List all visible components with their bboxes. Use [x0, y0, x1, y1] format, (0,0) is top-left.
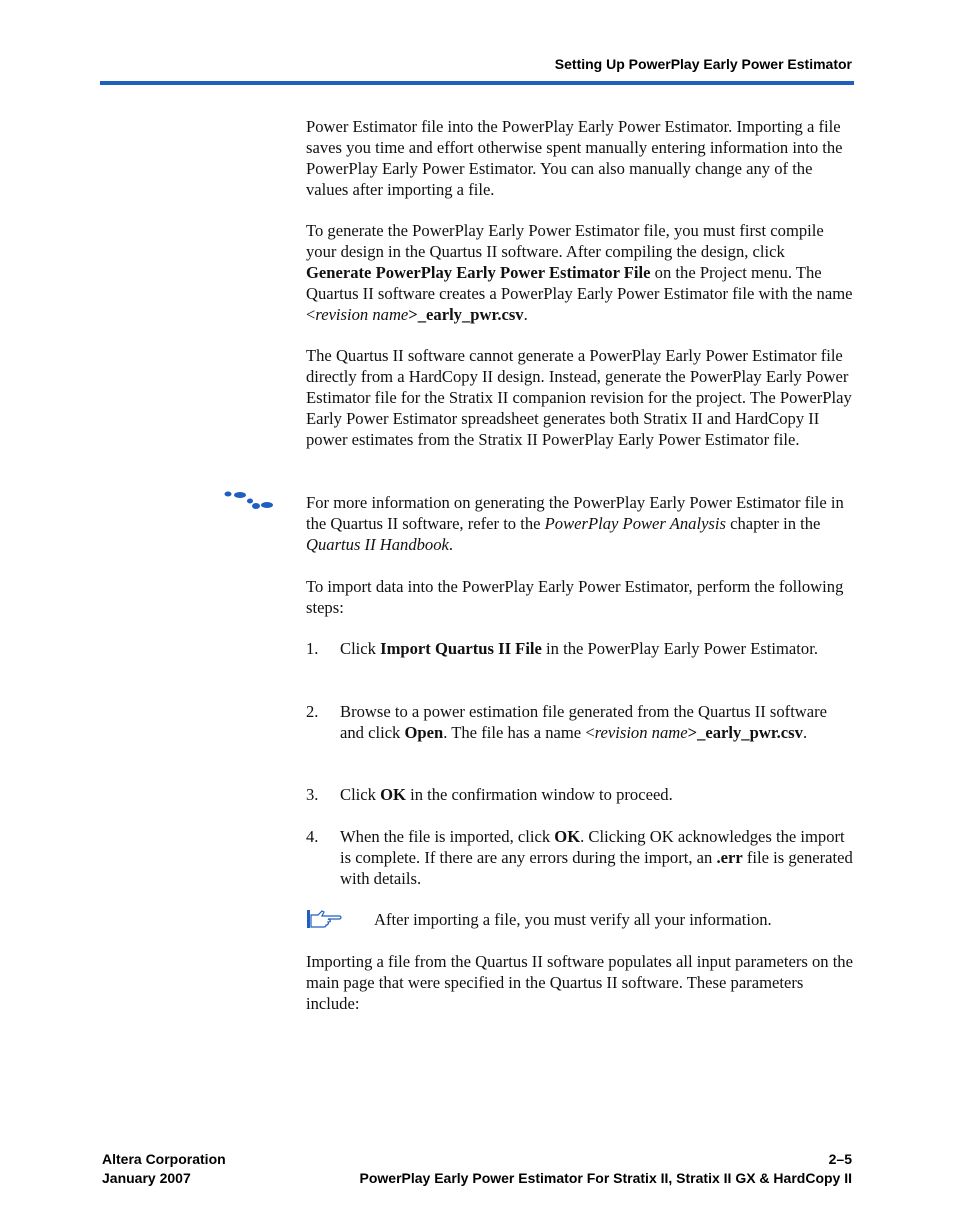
list-text: Browse to a power estimation file generated from the Quartus II software and click Open. The file has a name <revision name>_early_pwr.csv.	[340, 702, 828, 742]
paragraph-text: The Quartus II software cannot generate a PowerPlay Early Power Estimator file directly from a HardCopy II design. Instead, generate the PowerPlay Early Power Estimator file for the Stratix II companion revision for the project. The PowerPlay Early Power Estimator spreadsheet generates both Stratix II and HardCopy II power estimates from the Stratix II PowerPlay Early Power Estimator file.	[306, 346, 852, 449]
paragraph-import-steps	[306, 576, 854, 618]
pointing-hand-icon	[306, 909, 344, 929]
paragraph-text: Importing a file from the Quartus II software populates all input parameters on the main page that were specified in the Quartus II software. These parameters include:	[306, 952, 853, 1013]
footer-company: Altera Corporation	[102, 1151, 226, 1167]
list-number: 2.	[306, 702, 319, 721]
note-text: After importing a file, you must verify all your information.	[374, 910, 772, 929]
paragraph-intro	[306, 116, 854, 200]
footer-left	[102, 1150, 226, 1188]
paragraph-generate-file	[306, 220, 854, 325]
menu-command: Generate PowerPlay Early Power Estimator File	[306, 263, 651, 282]
paragraph-parameters	[306, 951, 854, 1014]
running-header-title: Setting Up PowerPlay Early Power Estimator	[554, 56, 852, 72]
list-number: 1.	[306, 639, 319, 658]
footprints-icon	[222, 489, 276, 511]
header-rule	[100, 81, 854, 85]
list-text: Click Import Quartus II File in the PowerPlay Early Power Estimator.	[340, 639, 818, 658]
list-text: When the file is imported, click OK. Clicking OK acknowledges the import is complete. If there are any errors during the import, an .err file is generated with details.	[340, 827, 853, 888]
file-name: >_early_pwr.csv	[408, 305, 524, 324]
paragraph-text: Power Estimator file into the PowerPlay Early Power Estimator. Importing a file saves you time and effort otherwise spent manually entering information into the PowerPlay Early Power Estimator. You can also manually change any of the values after importing a file.	[306, 117, 843, 199]
paragraph-text: For more information on generating the PowerPlay Early Power Estimator file in the Quartus II software, refer to the PowerPlay Power Analysis chapter in the Quartus II Handbook.	[306, 493, 844, 554]
paragraph-hardcopy	[306, 345, 854, 450]
chapter-reference: PowerPlay Power Analysis	[544, 514, 726, 533]
paragraph-more-info	[306, 492, 854, 555]
page-number: 2–5	[828, 1151, 852, 1167]
list-text: Click OK in the confirmation window to proceed.	[340, 785, 673, 804]
footer-date: January 2007	[102, 1170, 191, 1186]
paragraph-text: To import data into the PowerPlay Early Power Estimator, perform the following steps:	[306, 577, 844, 617]
footer-right	[360, 1150, 852, 1188]
footer-document-title: PowerPlay Early Power Estimator For Stratix II, Stratix II GX & HardCopy II	[359, 1170, 852, 1186]
handbook-reference: Quartus II Handbook	[306, 535, 449, 554]
list-number: 3.	[306, 785, 319, 804]
list-number: 4.	[306, 827, 319, 846]
paragraph-text: To generate the PowerPlay Early Power Estimator file, you must first compile your design in the Quartus II software. After compiling the design, click Generate PowerPlay Early Power Estimator File on the Project menu. The Quartus II software creates a PowerPlay Early Power Estimator file with the name <revision name>_early_pwr.csv.	[306, 221, 853, 324]
